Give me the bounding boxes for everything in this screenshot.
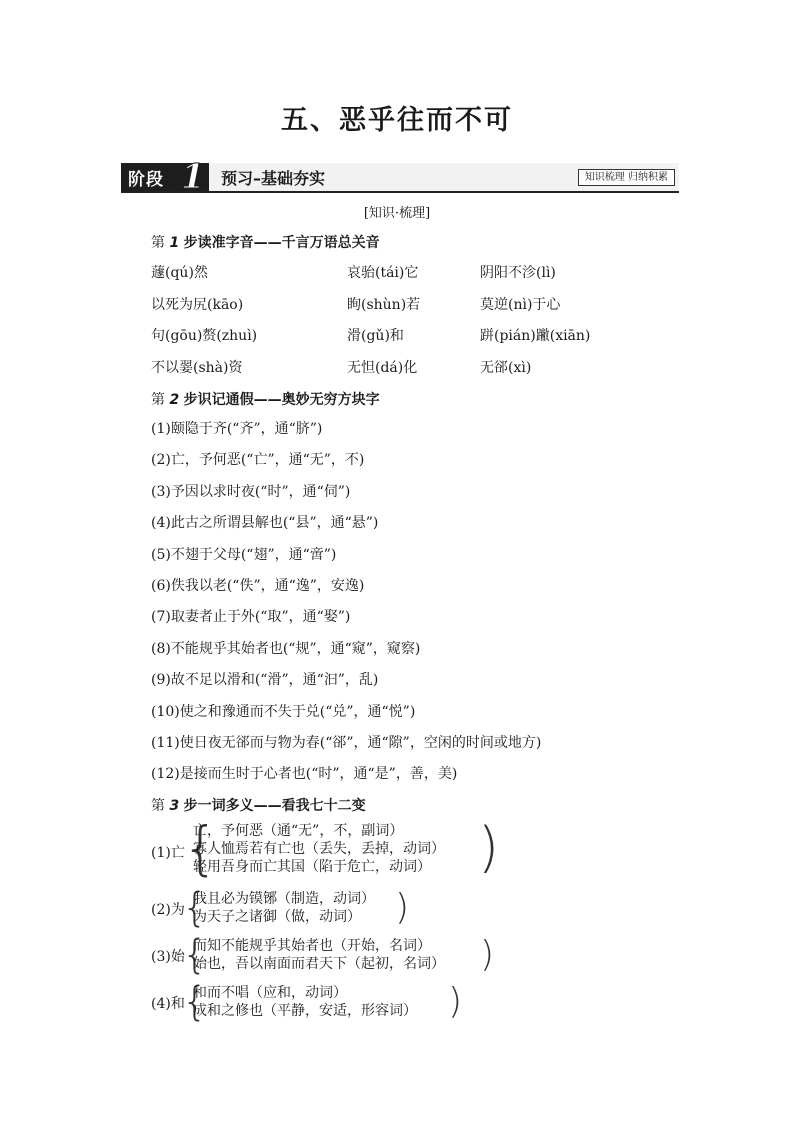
list-item: (6)佚我以老(“佚”，通“逸”，安逸) (151, 577, 365, 594)
grid-cell: 哀骀(tái)它 (347, 265, 419, 281)
polysemy-head: (4)和 (151, 996, 185, 1012)
banner-tag: 知识梳理 归纳积累 (578, 169, 675, 186)
polysemy-item: 我且必为镆铘（制造，动词） (193, 891, 375, 907)
polysemy-item: 寡人恤焉若有亡也（丢失，丢掉，动词） (193, 841, 445, 857)
polysemy-item: 轻用吾身而亡其国（陷于危亡，动词） (193, 859, 431, 875)
polysemy-item: 为天子之诸御（做，动词） (193, 909, 361, 925)
list-item: (9)故不足以滑和(“滑”，通“汩”，乱) (151, 672, 379, 689)
step1-heading (151, 232, 380, 252)
list-item: (11)使日夜无郤而与物为春(“郤”，通“隙”，空闲的时间或地方) (151, 734, 542, 751)
grid-cell: 句(gōu)赘(zhuì) (151, 328, 258, 344)
polysemy-items (193, 984, 417, 1020)
step1-num: 1 (169, 235, 180, 251)
polysemy-head: (3)始 (151, 949, 185, 965)
polysemy-items (193, 822, 445, 876)
grid-row (151, 262, 611, 294)
grid-cell: 无郤(xì) (480, 359, 532, 376)
right-bracket: ) (478, 816, 500, 879)
list-item: (4)此古之所谓县解也(“县”，通“悬”) (151, 515, 379, 532)
polysemy-item: 和而不唱（应和，动词） (193, 985, 347, 1001)
grid-cell: 莫逆(nì)于心 (480, 296, 561, 313)
list-item: (10)使之和豫通而不失于兑(“兑”，通“悦”) (151, 703, 416, 720)
step2-text: 步识记通假——奥妙无穷方块字 (183, 392, 380, 408)
polysemy-item: 始也，吾以南面而君天下（起初，名词） (193, 956, 445, 972)
grid-cell: 蘧(qú)然 (151, 265, 208, 281)
grid-row (151, 325, 611, 357)
step2-prefix: 第 (151, 392, 165, 408)
polysemy-item: 而知不能规乎其始者也（开始，名词） (193, 938, 431, 954)
left-brace: { (182, 979, 208, 1025)
grid-cell: 以死为尻(kāo) (151, 296, 244, 313)
list-item: (3)予因以求时夜(“时”，通“伺”) (151, 483, 351, 500)
grid-cell: 无怛(dá)化 (347, 359, 418, 376)
grid-cell: 阴阳不沴(lì) (480, 265, 556, 281)
grid-row (151, 357, 611, 389)
polysemy-head: (2)为 (151, 902, 185, 918)
polysemy-items (193, 890, 375, 926)
list-item: (12)是接而生时于心者也(“时”，通“是”，善，美) (151, 766, 458, 783)
grid-row (151, 294, 611, 326)
step3-text: 步一词多义——看我七十二变 (183, 798, 366, 814)
step2-heading (151, 389, 380, 409)
step1-prefix: 第 (151, 235, 165, 251)
banner-title: 预习–基础夯实 (221, 169, 326, 188)
left-brace: { (182, 814, 219, 882)
right-bracket: ) (448, 981, 463, 1022)
list-item: (7)取妻者止于外(“取”，通“娶”) (151, 609, 351, 626)
page-title: 五、恶乎往而不可 (281, 105, 513, 136)
list-item: (8)不能规乎其始者也(“规”，通“窥”，窥察) (151, 640, 421, 657)
polysemy-head: (1)亡 (151, 845, 185, 861)
tongjia-list (151, 418, 541, 795)
polysemy-item: 亡，予何恶（通“无”，不，副词） (193, 823, 404, 839)
left-brace: { (182, 932, 208, 978)
left-brace: { (182, 885, 208, 931)
right-bracket: ) (395, 887, 410, 928)
step1-text: 步读准字音——千言万语总关音 (183, 235, 380, 251)
grid-cell: 跰(pián)䠥(xiān) (480, 328, 591, 344)
grid-cell: 眴(shùn)若 (347, 296, 421, 313)
right-bracket: ) (480, 934, 495, 975)
polysemy-item: 成和之修也（平静，安适，形容词） (193, 1003, 417, 1019)
list-item: (2)亡，予何恶(“亡”，通“无”，不) (151, 452, 365, 469)
list-item: (5)不翅于父母(“翅”，通“啻”) (151, 546, 337, 563)
step3-heading (151, 795, 366, 815)
step3-prefix: 第 (151, 798, 165, 814)
step3-num: 3 (169, 798, 180, 814)
pronunciation-grid (151, 262, 611, 388)
section-label: [知识·梳理] (363, 206, 431, 221)
list-item: (1)颐隐于齐(“齐”，通“脐”) (151, 421, 323, 437)
polysemy-items (193, 937, 445, 973)
stage-label: 阶段 (128, 169, 164, 190)
grid-cell: 不以翣(shà)资 (151, 359, 243, 376)
step2-num: 2 (169, 392, 180, 408)
stage-number: 1 (181, 157, 205, 197)
section-banner (121, 157, 679, 197)
grid-cell: 滑(gǔ)和 (347, 328, 404, 344)
